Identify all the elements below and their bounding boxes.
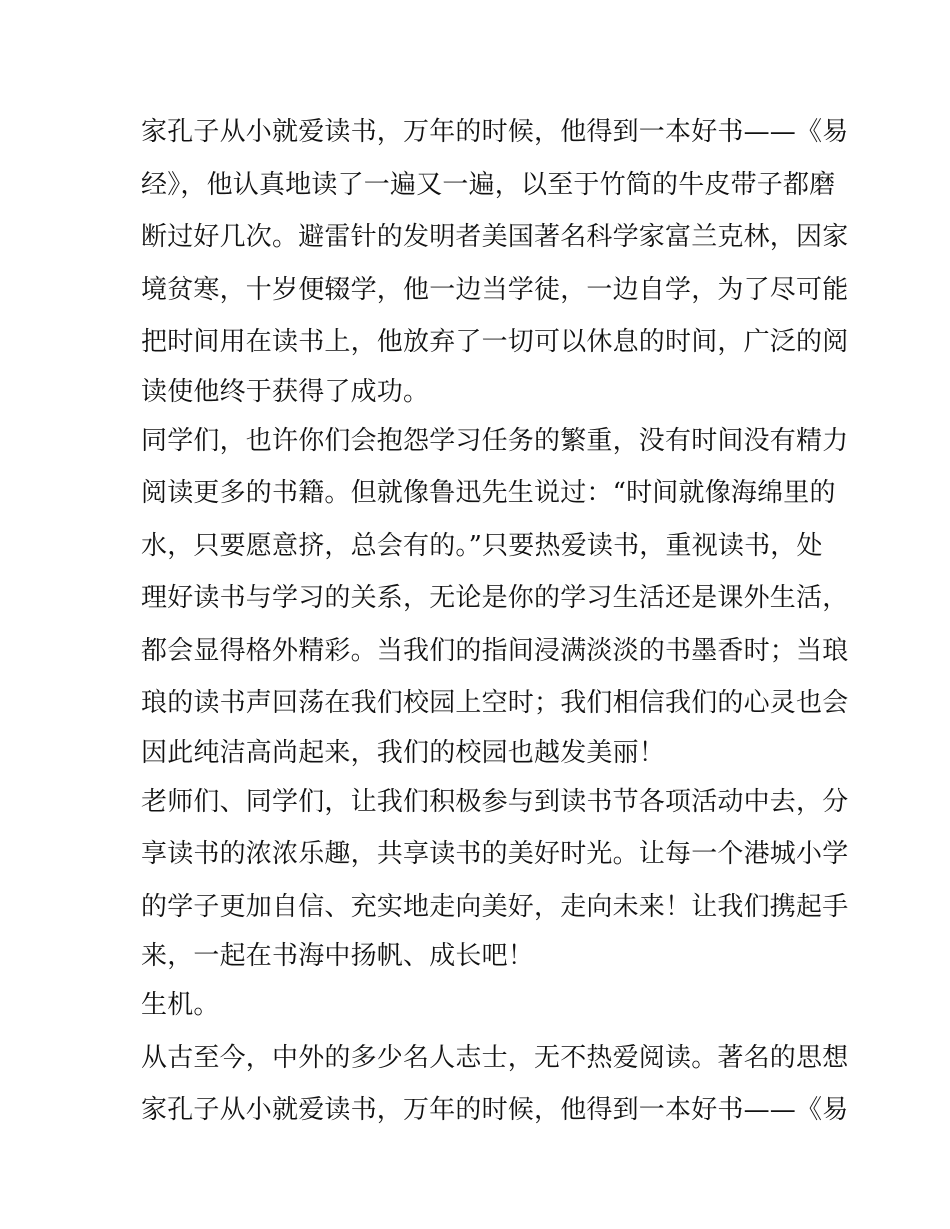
text-line: 家孔子从小就爱读书，万年的时候，他得到一本好书——《易	[141, 1095, 849, 1125]
text-line: 水，只要愿意挤，总会有的。”只要热爱读书，重视读书，处	[141, 530, 823, 561]
text-line: 同学们，也许你们会抱怨学习任务的繁重，没有时间没有精力	[141, 425, 849, 456]
text-line: 断过好几次。避雷针的发明者美国著名科学家富兰克林，因家	[141, 222, 849, 252]
text-line: 境贫寒，十岁便辍学，他一边当学徒，一边自学，为了尽可能	[141, 274, 849, 305]
text-line: 都会显得格外精彩。当我们的指间浸满淡淡的书墨香时；当琅	[141, 635, 849, 666]
text-line: 享读书的浓浓乐趣，共享读书的美好时光。让每一个港城小学	[141, 839, 849, 869]
text-line: 的学子更加自信、充实地走向美好，走向未来！让我们携起手	[141, 891, 849, 922]
text-line: 把时间用在读书上，他放弃了一切可以休息的时间，广泛的阅	[141, 327, 849, 357]
text-line: 阅读更多的书籍。但就像鲁迅先生说过：“时间就像海绵里的	[141, 478, 836, 508]
text-line: 因此纯洁高尚起来，我们的校园也越发美丽！	[141, 737, 666, 768]
text-line: 读使他终于获得了成功。	[141, 376, 430, 407]
text-line: 琅的读书声回荡在我们校园上空时；我们相信我们的心灵也会	[141, 688, 849, 718]
text-line: 家孔子从小就爱读书，万年的时候，他得到一本好书——《易	[141, 117, 849, 147]
text-line: 来，一起在书海中扬帆、成长吧！	[141, 941, 535, 971]
text-line: 从古至今，中外的多少名人志士，无不热爱阅读。著名的思想	[141, 1042, 849, 1073]
body-text	[141, 106, 849, 1137]
text-line: 理好读书与学习的关系，无论是你的学习生活还是课外生活，	[141, 583, 849, 613]
text-line: 经》，他认真地读了一遍又一遍，以至于竹简的牛皮带子都磨	[141, 169, 836, 200]
text-line: 老师们、同学们，让我们积极参与到读书节各项活动中去，分	[141, 786, 849, 817]
text-line: 生机。	[141, 990, 220, 1020]
